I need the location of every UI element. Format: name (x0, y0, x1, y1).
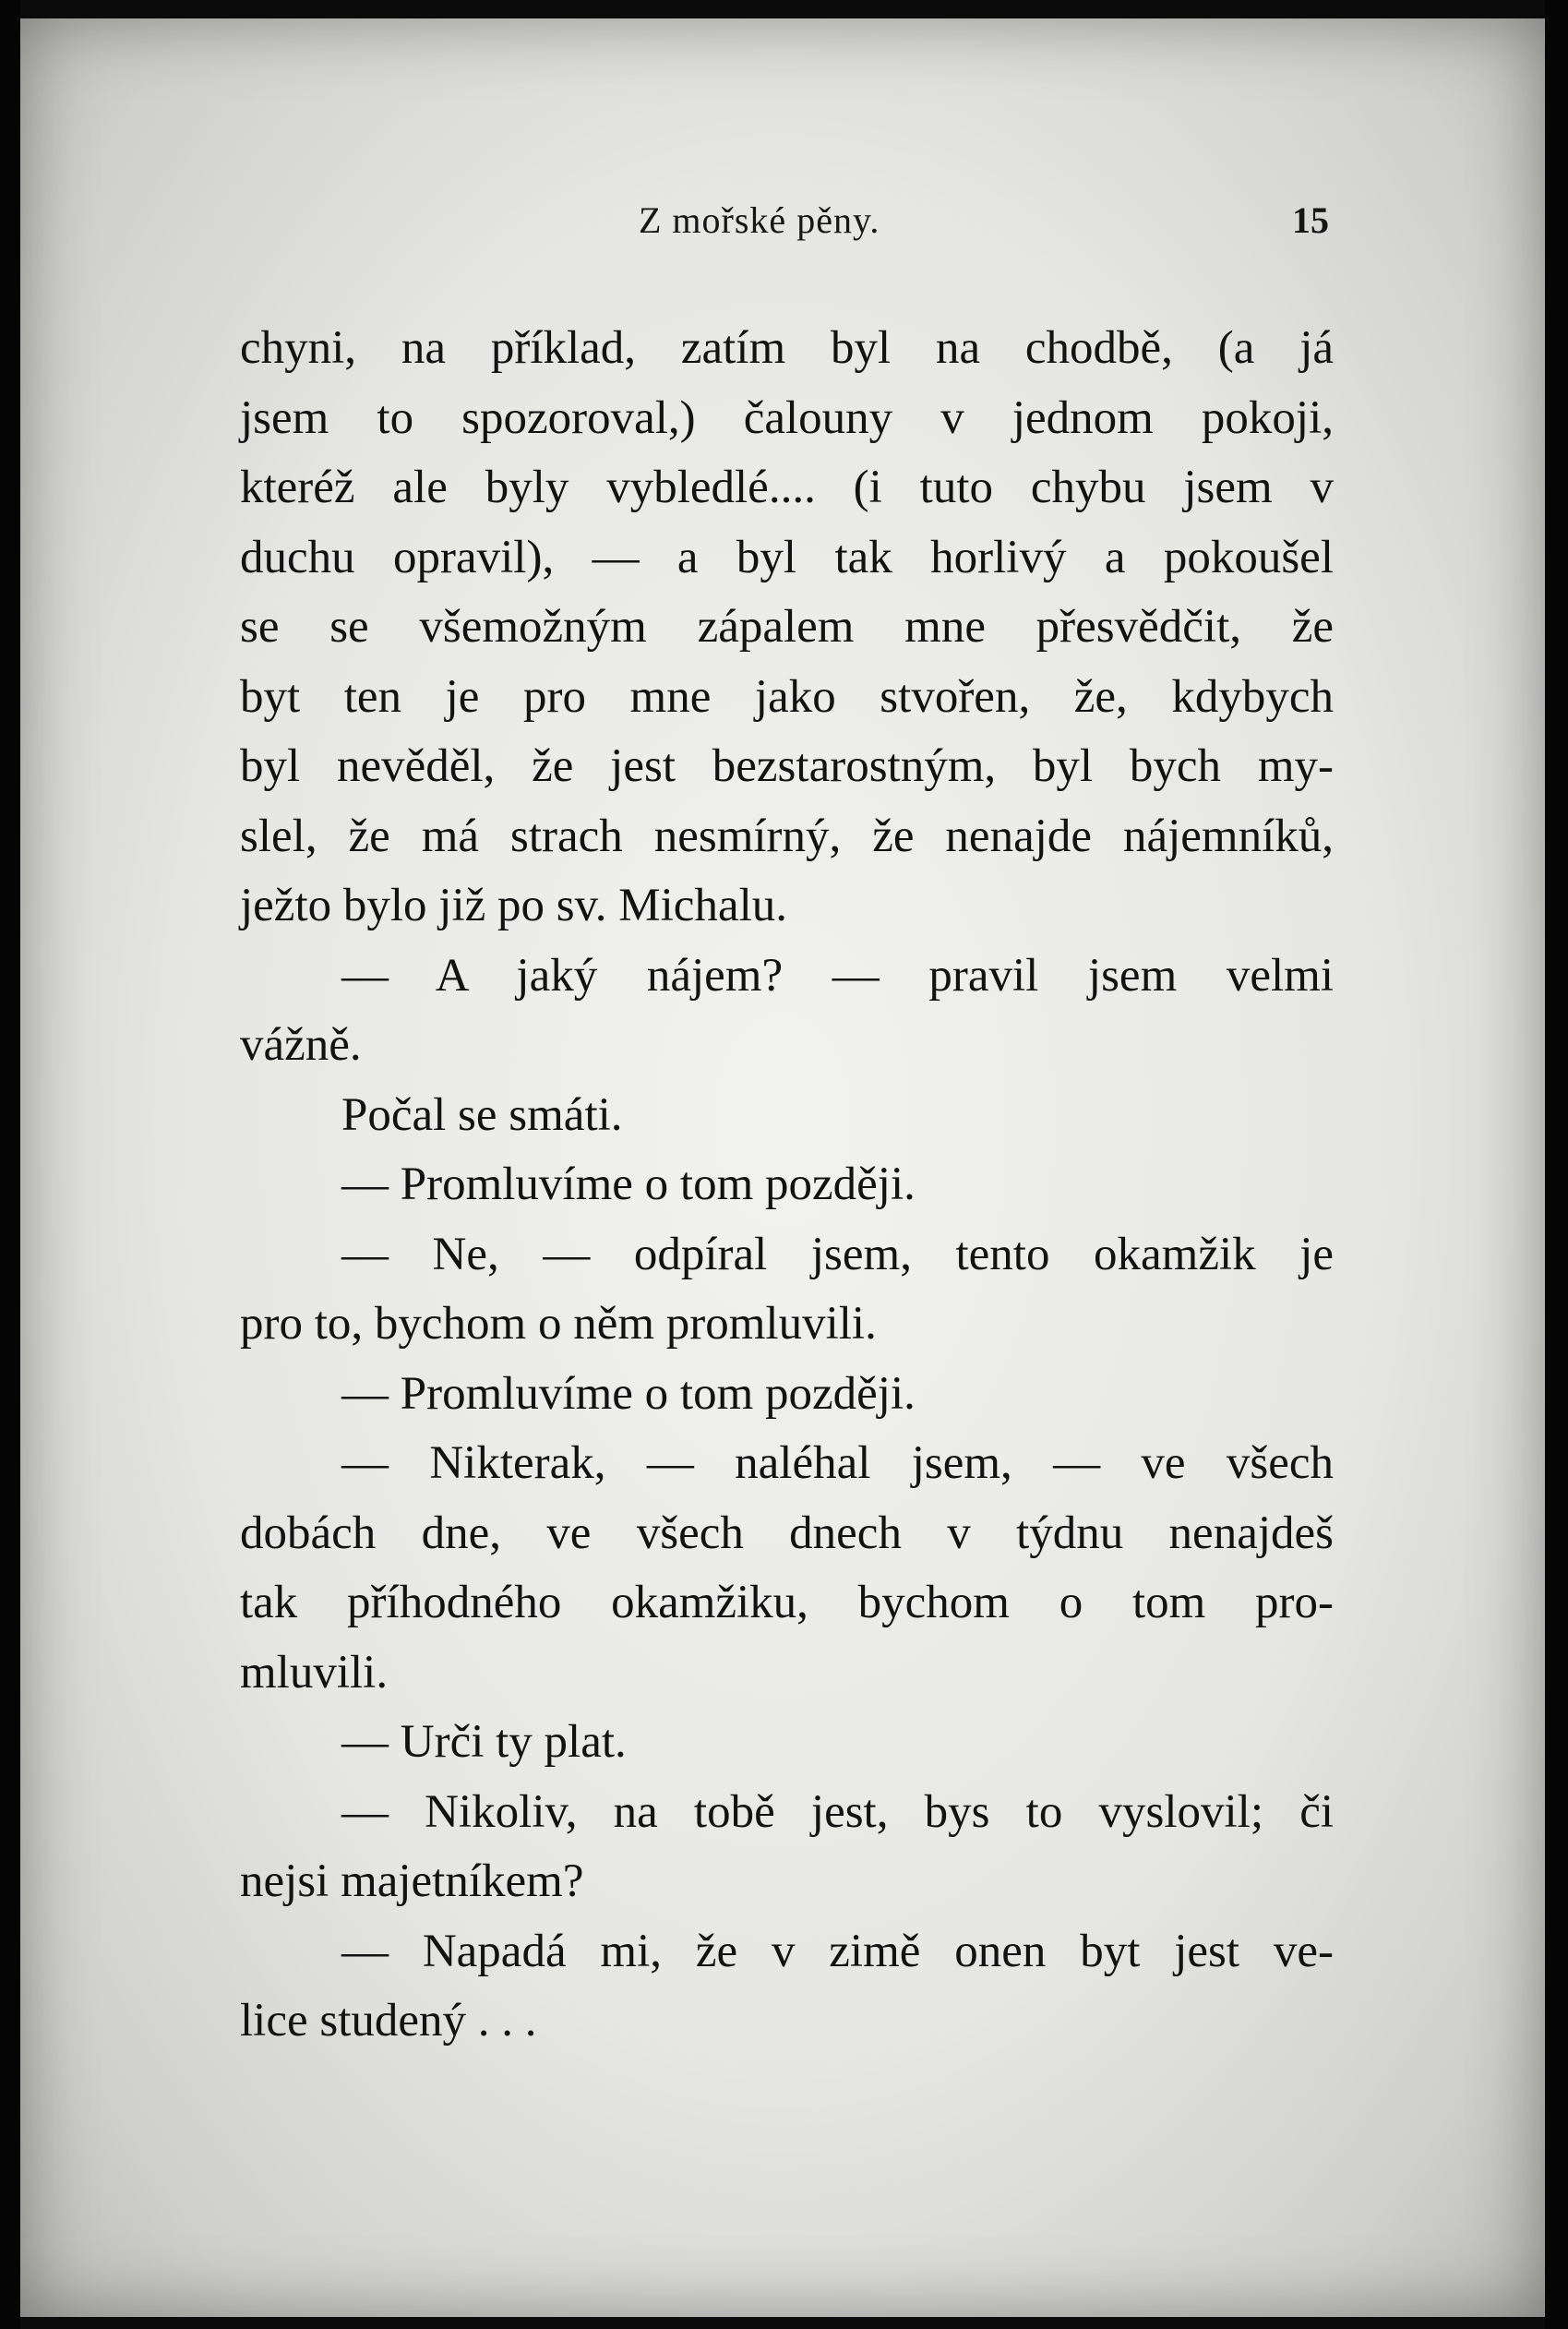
text-line: se se všemožným zápalem mne přesvědčit, že (240, 601, 1334, 653)
text-line: mluvili. (240, 1646, 389, 1699)
text-line: — Urči ty plat. (341, 1716, 627, 1768)
text-line: — Napadá mi, že v zimě onen byt jest ve- (341, 1925, 1334, 1977)
text-line: — Ne, — odpíral jsem, tento okamžik je (341, 1228, 1334, 1280)
running-title: Z mořské pěny. (639, 199, 880, 241)
text-line: lice studený . . . (240, 1995, 537, 2047)
text-line: — Promluvíme o tom později. (341, 1367, 916, 1420)
scan-border-left (0, 0, 20, 2329)
text-line: dobách dne, ve všech dnech v týdnu nenajdeš (240, 1507, 1334, 1559)
text-line: ježto bylo již po sv. Michalu. (240, 880, 787, 931)
text-line: slel, že má strach nesmírný, že nenajde nájemníků, (240, 810, 1334, 862)
text-line: — Nikterak, — naléhal jsem, — ve všech (341, 1437, 1334, 1489)
text-line: chyni, na příklad, zatím byl na chodbě, (a já (240, 322, 1334, 374)
text-line: kteréž ale byly vybledlé.... (i tuto chybu jsem v (240, 462, 1334, 513)
text-line: duchu opravil), — a byl tak horlivý a pokoušel (240, 531, 1334, 583)
text-line: Počal se smáti. (341, 1088, 623, 1141)
text-line: jsem to spozoroval,) čalouny v jednom pokoji, (240, 391, 1334, 444)
text-line: pro to, bychom o něm promluvili. (240, 1298, 877, 1350)
text-line: — A jaký nájem? — pravil jsem velmi (341, 949, 1334, 1002)
body-text (240, 314, 1334, 2057)
scan-border-right (1545, 0, 1568, 2329)
text-line: vážně. (240, 1019, 362, 1071)
text-line: byl nevěděl, že jest bezstarostným, byl bych my- (240, 740, 1334, 792)
page-header (0, 198, 1568, 254)
text-line: — Nikoliv, na tobě jest, bys to vyslovil; či (341, 1785, 1334, 1838)
text-line: byt ten je pro mne jako stvořen, že, kdybych (240, 670, 1334, 723)
text-line: nejsi majetníkem? (240, 1855, 584, 1907)
text-line: — Promluvíme o tom později. (341, 1158, 916, 1210)
text-line: tak příhodného okamžiku, bychom o tom pro- (240, 1577, 1334, 1628)
page-number: 15 (1292, 199, 1329, 241)
